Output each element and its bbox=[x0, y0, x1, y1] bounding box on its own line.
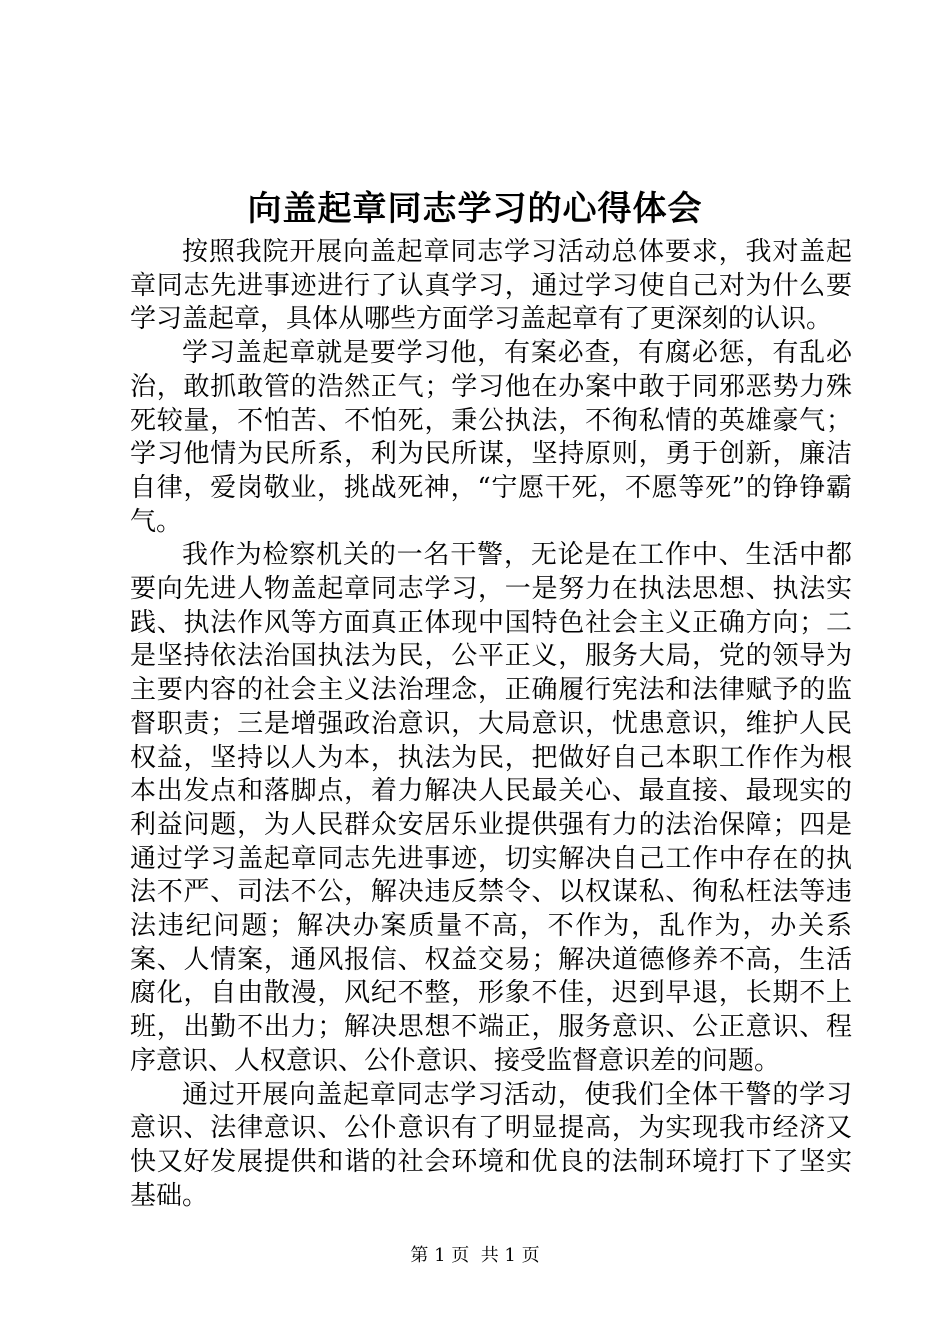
paragraph-4: 通过开展向盖起章同志学习活动，使我们全体干警的学习意识、法律意识、公仆意识有了明显提高，为实现我市经济又快又好发展提供和谐的社会环境和优良的法制环境打下了坚实基础。 bbox=[130, 1079, 852, 1211]
document-title: 向盖起章同志学习的心得体会 bbox=[247, 189, 703, 229]
paragraph-3: 我作为检察机关的一名干警，无论是在工作中、生活中都要向先进人物盖起章同志学习，一是努力在执法思想、执法实践、执法作风等方面真正体现中国特色社会主义正确方向；二是坚持依法治国执法为民，公平正义，服务大局，党的领导为主要内容的社会主义法治理念，正确履行宪法和法律赋予的监督职责；三是增强政治意识，大局意识，忧患意识，维护人民权益，坚持以人为本，执法为民，把做好自己本职工作作为根本出发点和落脚点，着力解决人民最关心、最直接、最现实的利益问题，为人民群众安居乐业提供强有力的法治保障；四是通过学习盖起章同志先进事迹，切实解决自己工作中存在的执法不严、司法不公，解决违反禁令、以权谋私、徇私枉法等违法违纪问题；解决办案质量不高，不作为，乱作为，办关系案、人情案，通风报信、权益交易；解决道德修养不高，生活腐化，自由散漫，风纪不整，形象不佳，迟到早退，长期不上班，出勤不出力；解决思想不端正，服务意识、公正意识、程序意识、人权意识、公仆意识、接受监督意识差的问题。 bbox=[130, 540, 852, 1076]
paragraph-1: 按照我院开展向盖起章同志学习活动总体要求，我对盖起章同志先进事迹进行了认真学习，通过学习使自己对为什么要学习盖起章，具体从哪些方面学习盖起章有了更深刻的认识。 bbox=[130, 237, 852, 335]
paragraph-2: 学习盖起章就是要学习他，有案必查，有腐必惩，有乱必治，敢抓敢管的浩然正气；学习他在办案中敢于同邪恶势力殊死较量，不怕苦、不怕死，秉公执法，不徇私情的英雄豪气；学习他情为民所系，利为民所谋，坚持原则，勇于创新，廉洁自律，爱岗敬业，挑战死神，“宁愿干死，不愿等死”的铮铮霸气。 bbox=[130, 338, 852, 537]
document-body bbox=[130, 236, 852, 1213]
page-number-footer: 第 1 页 共 1 页 bbox=[410, 1245, 540, 1266]
